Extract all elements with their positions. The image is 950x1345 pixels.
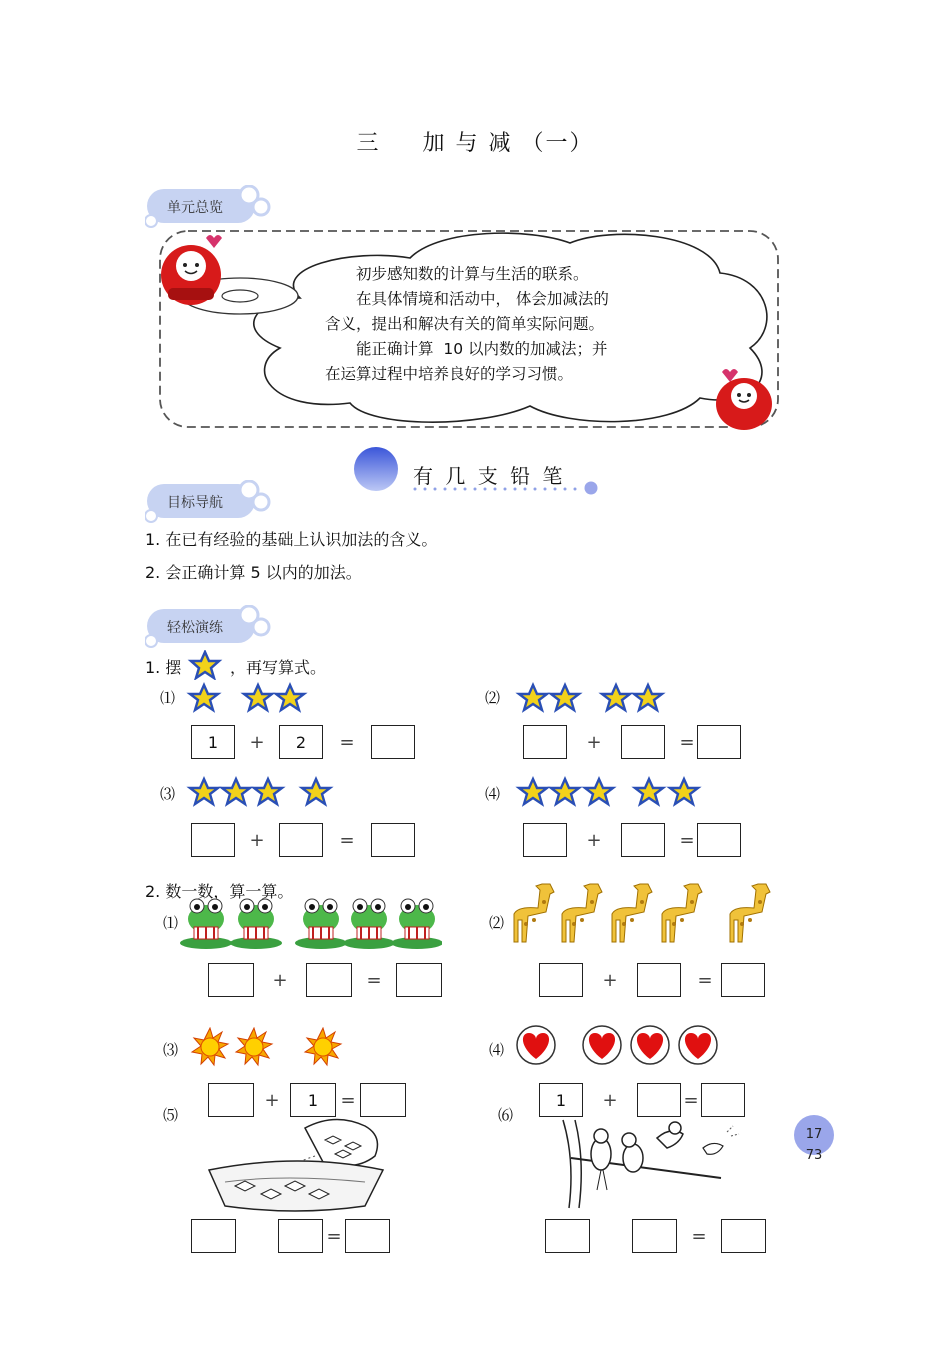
- overview-text: [325, 262, 665, 387]
- answer-box[interactable]: [278, 1219, 323, 1253]
- giraffes-illustration: [512, 882, 774, 944]
- answer-box[interactable]: [191, 1219, 236, 1253]
- daruma-icon: [158, 230, 228, 308]
- item-label: ⑸: [163, 1106, 179, 1124]
- answer-box[interactable]: [371, 725, 415, 759]
- answer-box[interactable]: [396, 963, 442, 997]
- answer-box[interactable]: [371, 823, 415, 857]
- equals-sign: =: [340, 1089, 356, 1111]
- answer-box[interactable]: [523, 725, 567, 759]
- goal-line: 2. 会正确计算 5 以内的加法。: [145, 563, 362, 582]
- fish-tank-illustration: [205, 1116, 385, 1216]
- section-tag-label: 目标导航: [167, 495, 223, 511]
- equation-row: [539, 963, 765, 997]
- equals-sign: =: [679, 829, 695, 851]
- answer-box[interactable]: [191, 823, 235, 857]
- equals-sign: =: [366, 969, 382, 991]
- equation-row: [545, 1219, 766, 1253]
- section-tag-label: 轻松演练: [167, 620, 223, 636]
- q2-prompt: 2. 数一数，算一算。: [145, 882, 294, 901]
- q1-prefix: 1. 摆: [145, 658, 182, 677]
- equation-row: [539, 1083, 745, 1117]
- section-tag-practice: [145, 605, 269, 645]
- answer-box[interactable]: [637, 963, 681, 997]
- birds-illustration: [553, 1118, 743, 1210]
- answer-box[interactable]: [721, 1219, 766, 1253]
- suns-illustration: [190, 1027, 350, 1067]
- plus-sign: +: [272, 969, 288, 991]
- answer-box[interactable]: [306, 963, 352, 997]
- item-label: ⑶: [163, 1041, 179, 1059]
- answer-box[interactable]: 1: [191, 725, 235, 759]
- equation-row: [191, 1219, 390, 1253]
- answer-box[interactable]: [721, 963, 765, 997]
- plus-sign: +: [249, 829, 265, 851]
- item-label: ⑵: [485, 689, 501, 707]
- plus-sign: +: [586, 829, 602, 851]
- lesson-title: 有 几 支 铅 笔: [413, 464, 566, 488]
- plus-sign: +: [602, 969, 618, 991]
- equation-row: [523, 725, 741, 759]
- daruma-icon: [712, 366, 782, 432]
- answer-box[interactable]: [345, 1219, 390, 1253]
- item-label: ⑹: [498, 1106, 514, 1124]
- page-number: 17: [805, 1127, 823, 1142]
- section-tag-overview: [145, 185, 269, 225]
- answer-box[interactable]: [539, 963, 583, 997]
- plus-sign: +: [264, 1089, 280, 1111]
- equals-sign: =: [679, 731, 695, 753]
- overview-line: 初步感知数的计算与生活的联系。: [325, 265, 589, 283]
- answer-box[interactable]: [697, 823, 741, 857]
- answer-box[interactable]: [632, 1219, 677, 1253]
- answer-box[interactable]: [208, 1083, 254, 1117]
- answer-box[interactable]: [279, 823, 323, 857]
- page-number-secondary: 73: [805, 1148, 823, 1163]
- equation-row: [191, 823, 415, 857]
- overview-line: 在运算过程中培养良好的学习习惯。: [325, 365, 574, 383]
- answer-box[interactable]: [523, 823, 567, 857]
- page-title: 三 加 与 减 （一）: [356, 131, 594, 156]
- item-label: ⑷: [485, 785, 501, 803]
- answer-box[interactable]: [697, 725, 741, 759]
- plus-sign: +: [249, 731, 265, 753]
- equation-row: [523, 823, 741, 857]
- answer-box[interactable]: 1: [290, 1083, 336, 1117]
- equals-sign: =: [683, 1089, 699, 1111]
- hearts-illustration: [514, 1023, 720, 1067]
- equation-row: [208, 963, 442, 997]
- equals-sign: =: [691, 1225, 707, 1247]
- answer-box[interactable]: [621, 725, 665, 759]
- answer-box[interactable]: [208, 963, 254, 997]
- q1-suffix: ，再写算式。: [230, 658, 327, 677]
- equals-sign: =: [697, 969, 713, 991]
- answer-box[interactable]: 1: [539, 1083, 583, 1117]
- overview-line: 在具体情境和活动中， 体会加减法的: [325, 290, 609, 308]
- star-icon: [187, 650, 223, 680]
- item-label: ⑶: [160, 785, 176, 803]
- section-tag-label: 单元总览: [167, 200, 223, 216]
- frogs-illustration: [180, 893, 442, 953]
- overview-line: 能正确计算 10 以内数的加减法；并: [325, 340, 608, 358]
- answer-box[interactable]: [637, 1083, 681, 1117]
- plus-sign: +: [586, 731, 602, 753]
- answer-box[interactable]: [621, 823, 665, 857]
- equals-sign: =: [339, 829, 355, 851]
- answer-box[interactable]: [701, 1083, 745, 1117]
- equation-row: [208, 1083, 406, 1117]
- answer-box[interactable]: [360, 1083, 406, 1117]
- item-label: ⑵: [489, 914, 505, 932]
- section-tag-goals: [145, 480, 269, 520]
- answer-box[interactable]: [545, 1219, 590, 1253]
- item-label: ⑴: [160, 689, 176, 707]
- item-label: ⑷: [489, 1041, 505, 1059]
- answer-box[interactable]: 2: [279, 725, 323, 759]
- goal-line: 1. 在已有经验的基础上认识加法的含义。: [145, 530, 438, 549]
- plus-sign: +: [602, 1089, 618, 1111]
- equals-sign: =: [326, 1225, 342, 1247]
- overview-line: 含义，提出和解决有关的简单实际问题。: [325, 315, 605, 333]
- item-label: ⑴: [163, 914, 179, 932]
- equation-row: [191, 725, 415, 759]
- equals-sign: =: [339, 731, 355, 753]
